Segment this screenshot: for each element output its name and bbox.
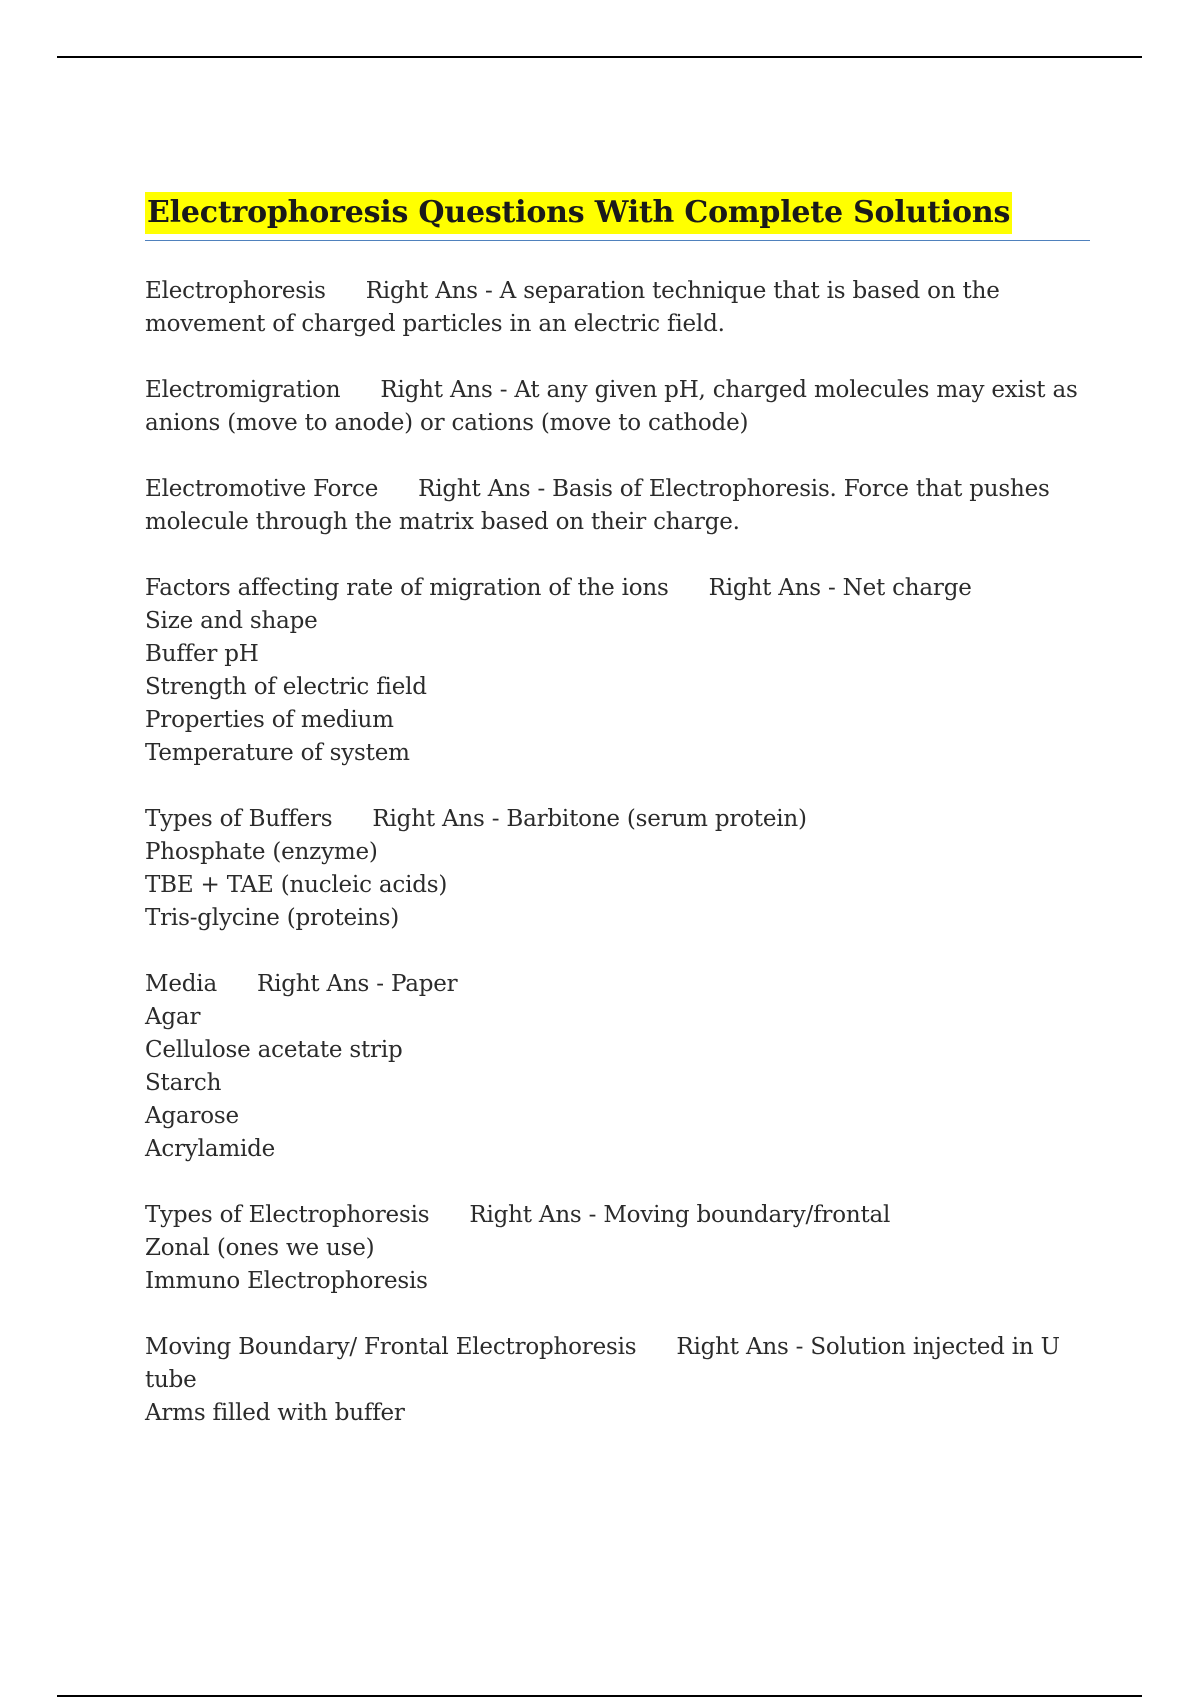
qa-term: Electrophoresis	[145, 278, 326, 304]
qa-answer-line: Starch	[145, 1070, 222, 1096]
title-block	[145, 192, 1090, 241]
qa-answer-line: Phosphate (enzyme)	[145, 839, 378, 865]
qa-entry	[145, 1331, 1090, 1430]
qa-first-line	[145, 572, 1090, 605]
qa-term: Media	[145, 971, 217, 997]
qa-answer-line: Properties of medium	[145, 707, 394, 733]
qa-answer-line: Immuno Electrophoresis	[145, 1268, 428, 1294]
qa-answer-line: Agarose	[145, 1103, 239, 1129]
qa-first-line	[145, 473, 1090, 539]
qa-first-line	[145, 1199, 1090, 1232]
qa-answer: Right Ans - At any given pH, charged molecules may exist as anions (move to anode) or cations (move to cathode)	[145, 377, 1078, 436]
qa-answer: Right Ans - Moving boundary/frontal	[469, 1202, 891, 1228]
qa-answer: Right Ans - Net charge	[708, 575, 972, 601]
qa-entry	[145, 968, 1090, 1166]
qa-entry	[145, 374, 1090, 440]
qa-answer-line: Strength of electric field	[145, 674, 427, 700]
qa-answer-line: Acrylamide	[145, 1136, 276, 1162]
qa-term: Factors affecting rate of migration of the ions	[145, 575, 669, 601]
qa-term: Electromigration	[145, 377, 341, 403]
qa-first-line	[145, 374, 1090, 440]
qa-term: Types of Electrophoresis	[145, 1202, 430, 1228]
qa-entry	[145, 803, 1090, 935]
qa-answer-line: Tris-glycine (proteins)	[145, 905, 400, 931]
qa-first-line	[145, 1331, 1090, 1397]
qa-answer: Right Ans - A separation technique that is based on the movement of charged particles in an electric field.	[145, 278, 1000, 337]
qa-answer-line: Agar	[145, 1004, 201, 1030]
qa-entry	[145, 473, 1090, 539]
qa-term: Moving Boundary/ Frontal Electrophoresis	[145, 1334, 637, 1360]
page-top-rule	[57, 56, 1142, 58]
qa-first-line	[145, 968, 1090, 1001]
qa-first-line	[145, 275, 1090, 341]
qa-entry	[145, 572, 1090, 770]
qa-answer: Right Ans - Solution injected in U tube	[145, 1334, 1060, 1393]
qa-answer-line: TBE + TAE (nucleic acids)	[145, 872, 448, 898]
qa-list	[145, 275, 1090, 1430]
qa-answer-line: Size and shape	[145, 608, 318, 634]
qa-answer: Right Ans - Barbitone (serum protein)	[372, 806, 807, 832]
qa-answer-line: Temperature of system	[145, 740, 410, 766]
document-body	[145, 192, 1090, 1463]
document-title: Electrophoresis Questions With Complete Solutions	[145, 192, 1012, 234]
qa-entry	[145, 275, 1090, 341]
qa-term: Types of Buffers	[145, 806, 333, 832]
qa-answer-line: Zonal (ones we use)	[145, 1235, 375, 1261]
qa-answer-line: Arms filled with buffer	[145, 1400, 405, 1426]
page-bottom-rule	[57, 1695, 1142, 1697]
qa-term: Electromotive Force	[145, 476, 379, 502]
qa-answer: Right Ans - Basis of Electrophoresis. Force that pushes molecule through the matrix based on their charge.	[145, 476, 1050, 535]
qa-first-line	[145, 803, 1090, 836]
qa-entry	[145, 1199, 1090, 1298]
qa-answer: Right Ans - Paper	[256, 971, 458, 997]
qa-answer-line: Buffer pH	[145, 641, 259, 667]
qa-answer-line: Cellulose acetate strip	[145, 1037, 403, 1063]
